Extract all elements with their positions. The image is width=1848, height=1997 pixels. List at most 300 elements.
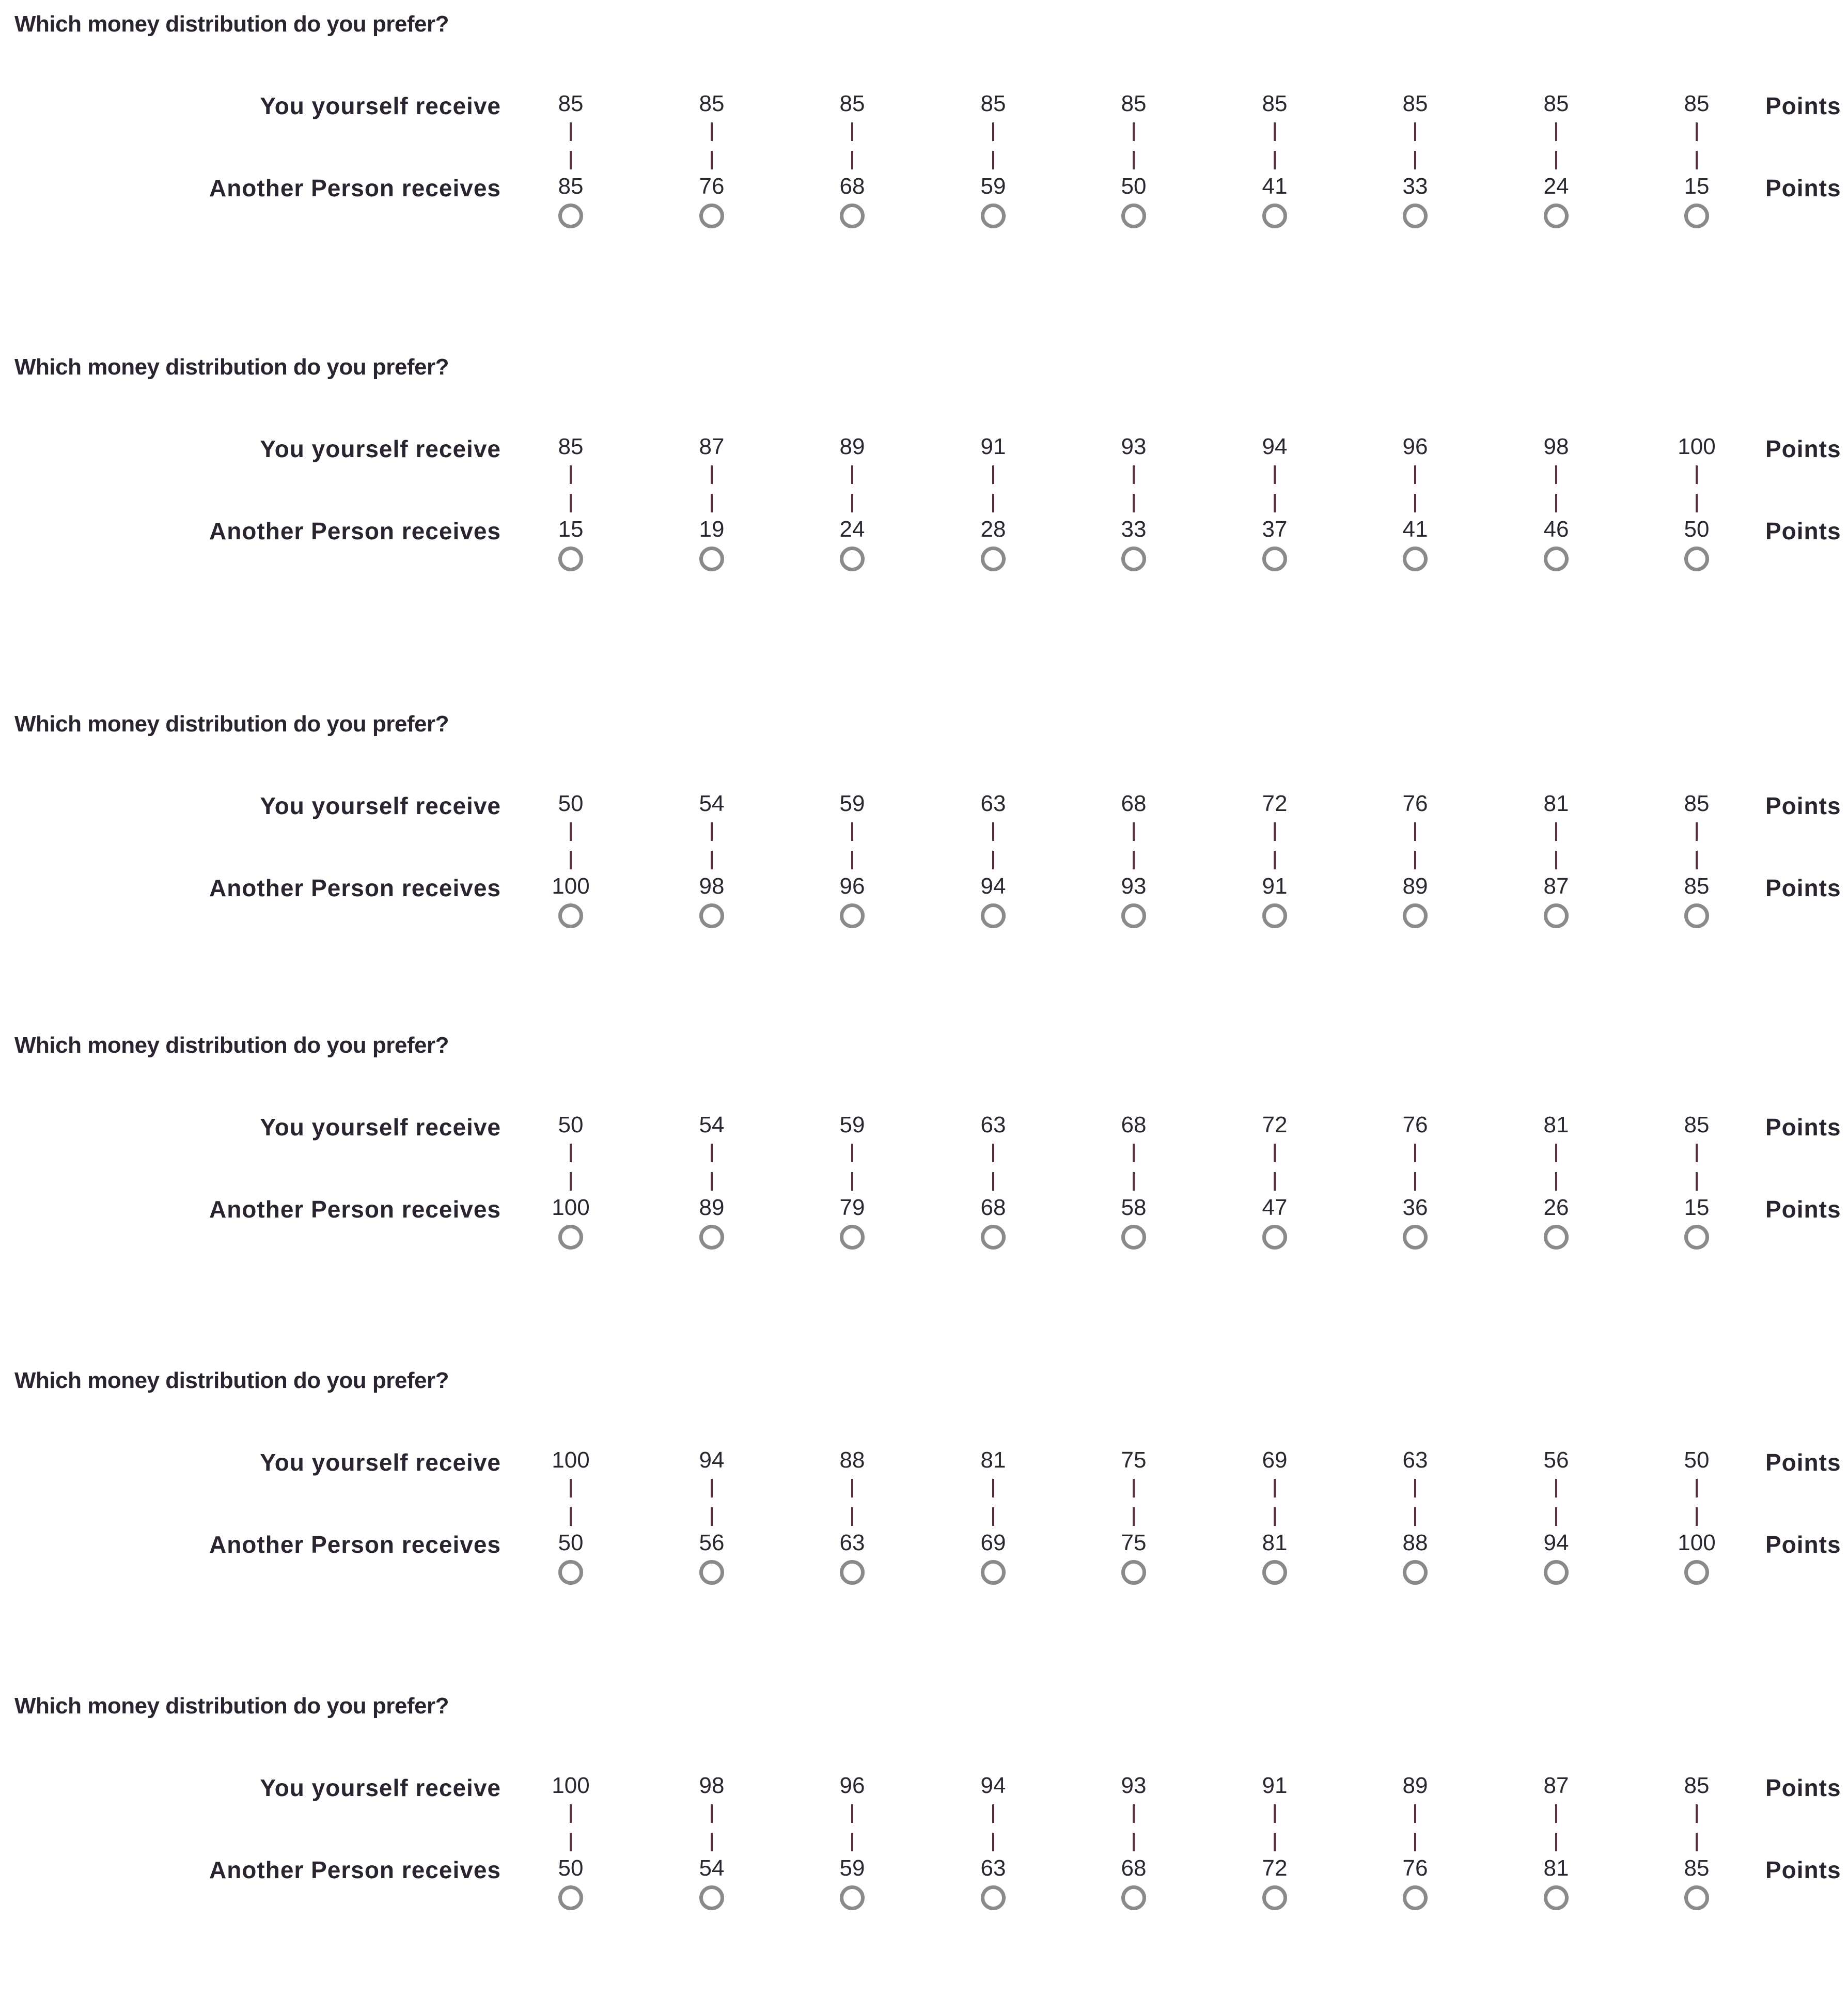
other-receives-label: Another Person receives	[209, 1856, 501, 1883]
option-radio-button[interactable]	[558, 1225, 583, 1250]
connector-tick	[1696, 1479, 1698, 1497]
other-points-value: 76	[1402, 1855, 1428, 1881]
option-column	[670, 1362, 753, 1579]
option-column	[1092, 1026, 1175, 1243]
option-radio-button[interactable]	[1684, 547, 1709, 571]
option-column	[811, 705, 894, 922]
other-points-value: 63	[839, 1530, 865, 1555]
connector-tick	[851, 1833, 853, 1851]
other-points-unit: Points	[1765, 518, 1841, 544]
connector-tick	[1274, 851, 1276, 869]
option-radio-button[interactable]	[1403, 1560, 1428, 1585]
option-radio-button[interactable]	[840, 204, 865, 228]
other-points-value: 15	[1684, 1195, 1710, 1220]
connector-tick	[1696, 1172, 1698, 1191]
you-points-value: 54	[699, 791, 725, 816]
connector-tick	[1414, 851, 1416, 869]
connector-tick	[1696, 851, 1698, 869]
option-radio-button[interactable]	[1544, 547, 1569, 571]
you-points-unit: Points	[1765, 435, 1841, 462]
connector-tick	[1414, 1833, 1416, 1851]
connector-tick	[711, 122, 713, 141]
connector-tick	[570, 1833, 572, 1851]
option-column	[811, 348, 894, 565]
other-points-value: 88	[1402, 1530, 1428, 1555]
connector-tick	[1555, 822, 1557, 841]
option-column	[1233, 1362, 1316, 1579]
connector-tick	[851, 465, 853, 484]
option-column	[952, 705, 1035, 922]
other-points-value: 28	[980, 517, 1006, 542]
other-points-value: 24	[1543, 174, 1569, 199]
option-column	[1233, 1687, 1316, 1904]
option-radio-button[interactable]	[1121, 1225, 1146, 1250]
question-block	[0, 705, 1848, 1015]
option-column	[952, 348, 1035, 565]
you-points-value: 76	[1402, 1112, 1428, 1137]
option-column	[1233, 1026, 1316, 1243]
option-column	[1374, 5, 1457, 222]
option-column	[1374, 1362, 1457, 1579]
other-points-value: 24	[839, 517, 865, 542]
other-points-value: 85	[558, 174, 584, 199]
other-points-value: 33	[1402, 174, 1428, 199]
option-column	[1374, 1026, 1457, 1243]
connector-tick	[851, 1172, 853, 1191]
connector-tick	[711, 822, 713, 841]
option-radio-button[interactable]	[1403, 903, 1428, 928]
other-points-value: 46	[1543, 517, 1569, 542]
option-radio-button[interactable]	[699, 903, 724, 928]
connector-tick	[1133, 1507, 1135, 1526]
other-points-unit: Points	[1765, 875, 1841, 901]
connector-tick	[711, 1507, 713, 1526]
connector-tick	[992, 1144, 994, 1162]
other-points-value: 68	[839, 174, 865, 199]
option-radio-button[interactable]	[840, 1560, 865, 1585]
connector-tick	[1133, 1833, 1135, 1851]
connector-tick	[1274, 822, 1276, 841]
option-radio-button[interactable]	[1544, 1560, 1569, 1585]
option-radio-button[interactable]	[1262, 547, 1287, 571]
option-radio-button[interactable]	[558, 903, 583, 928]
other-points-value: 85	[1684, 873, 1710, 899]
connector-tick	[570, 1144, 572, 1162]
connector-tick	[1414, 1144, 1416, 1162]
other-points-value: 89	[1402, 873, 1428, 899]
option-radio-button[interactable]	[699, 547, 724, 571]
connector-tick	[570, 1479, 572, 1497]
you-points-value: 85	[1684, 1112, 1710, 1137]
connector-tick	[1696, 465, 1698, 484]
connector-tick	[1555, 122, 1557, 141]
option-radio-button[interactable]	[699, 1225, 724, 1250]
other-points-value: 15	[1684, 174, 1710, 199]
other-points-unit: Points	[1765, 1856, 1841, 1883]
connector-tick	[711, 1172, 713, 1191]
connector-tick	[1414, 122, 1416, 141]
other-points-value: 50	[558, 1855, 584, 1881]
other-points-value: 81	[1543, 1855, 1569, 1881]
connector-tick	[1133, 151, 1135, 169]
question-title: Which money distribution do you prefer?	[14, 1033, 449, 1058]
you-points-unit: Points	[1765, 1774, 1841, 1801]
option-column	[1515, 1026, 1598, 1243]
connector-tick	[1555, 851, 1557, 869]
connector-tick	[1274, 1479, 1276, 1497]
you-points-value: 85	[1684, 91, 1710, 116]
connector-tick	[1414, 1172, 1416, 1191]
other-points-unit: Points	[1765, 175, 1841, 201]
option-column	[811, 1362, 894, 1579]
you-points-value: 94	[699, 1447, 725, 1473]
option-column	[1655, 1362, 1738, 1579]
option-column	[1092, 5, 1175, 222]
connector-tick	[1696, 1804, 1698, 1823]
you-points-value: 76	[1402, 791, 1428, 816]
option-column	[1515, 5, 1598, 222]
option-radio-button[interactable]	[1403, 1225, 1428, 1250]
you-points-value: 85	[1402, 91, 1428, 116]
you-points-value: 88	[839, 1447, 865, 1473]
connector-tick	[1696, 1833, 1698, 1851]
you-points-unit: Points	[1765, 92, 1841, 119]
question-title: Which money distribution do you prefer?	[14, 1693, 449, 1719]
option-radio-button[interactable]	[558, 1885, 583, 1910]
connector-tick	[570, 151, 572, 169]
option-column	[952, 1687, 1035, 1904]
other-points-value: 89	[699, 1195, 725, 1220]
other-points-value: 94	[980, 873, 1006, 899]
other-points-value: 41	[1262, 174, 1288, 199]
option-column	[952, 5, 1035, 222]
option-column	[811, 1026, 894, 1243]
connector-tick	[992, 1833, 994, 1851]
option-radio-button[interactable]	[699, 204, 724, 228]
option-radio-button[interactable]	[840, 1885, 865, 1910]
connector-tick	[570, 822, 572, 841]
connector-tick	[851, 1507, 853, 1526]
other-points-value: 87	[1543, 873, 1569, 899]
option-column	[1655, 1687, 1738, 1904]
connector-tick	[1133, 851, 1135, 869]
you-points-value: 85	[1262, 91, 1288, 116]
you-points-value: 85	[1684, 791, 1710, 816]
option-radio-button[interactable]	[1121, 903, 1146, 928]
option-column	[1515, 705, 1598, 922]
option-radio-button[interactable]	[1121, 1560, 1146, 1585]
option-radio-button[interactable]	[1544, 903, 1569, 928]
connector-tick	[570, 494, 572, 512]
option-radio-button[interactable]	[1684, 903, 1709, 928]
connector-tick	[851, 1144, 853, 1162]
you-points-value: 81	[980, 1447, 1006, 1473]
connector-tick	[1555, 1172, 1557, 1191]
other-points-value: 50	[558, 1530, 584, 1555]
connector-tick	[711, 851, 713, 869]
you-points-value: 69	[1262, 1447, 1288, 1473]
connector-tick	[1555, 151, 1557, 169]
option-column	[1233, 5, 1316, 222]
connector-tick	[1555, 494, 1557, 512]
you-points-value: 87	[1543, 1773, 1569, 1798]
you-points-value: 68	[1121, 1112, 1147, 1137]
you-points-value: 85	[699, 91, 725, 116]
option-column	[1655, 705, 1738, 922]
you-points-value: 59	[839, 791, 865, 816]
option-column	[1655, 5, 1738, 222]
option-radio-button[interactable]	[558, 204, 583, 228]
option-radio-button[interactable]	[1403, 547, 1428, 571]
other-points-value: 54	[699, 1855, 725, 1881]
option-radio-button[interactable]	[558, 547, 583, 571]
option-radio-button[interactable]	[1544, 204, 1569, 228]
you-receive-label: You yourself receive	[260, 435, 501, 462]
option-radio-button[interactable]	[1262, 1885, 1287, 1910]
connector-tick	[1133, 1804, 1135, 1823]
other-points-value: 79	[839, 1195, 865, 1220]
connector-tick	[1133, 1172, 1135, 1191]
option-radio-button[interactable]	[981, 547, 1006, 571]
option-radio-button[interactable]	[981, 1225, 1006, 1250]
other-points-value: 56	[699, 1530, 725, 1555]
connector-tick	[711, 1833, 713, 1851]
connector-tick	[992, 494, 994, 512]
option-column	[1092, 348, 1175, 565]
you-points-value: 56	[1543, 1447, 1569, 1473]
connector-tick	[1274, 1144, 1276, 1162]
you-points-value: 72	[1262, 1112, 1288, 1137]
option-radio-button[interactable]	[1121, 204, 1146, 228]
other-receives-label: Another Person receives	[209, 875, 501, 901]
option-radio-button[interactable]	[1544, 1885, 1569, 1910]
connector-tick	[1414, 494, 1416, 512]
connector-tick	[1274, 1172, 1276, 1191]
option-radio-button[interactable]	[981, 204, 1006, 228]
option-radio-button[interactable]	[1544, 1225, 1569, 1250]
option-column	[1233, 705, 1316, 922]
connector-tick	[1696, 494, 1698, 512]
connector-tick	[1414, 151, 1416, 169]
other-points-value: 69	[980, 1530, 1006, 1555]
you-receive-label: You yourself receive	[260, 1774, 501, 1801]
you-points-value: 81	[1543, 791, 1569, 816]
other-points-value: 100	[552, 1195, 590, 1220]
connector-tick	[1133, 465, 1135, 484]
you-points-value: 96	[839, 1773, 865, 1798]
other-points-value: 50	[1684, 517, 1710, 542]
you-points-value: 68	[1121, 791, 1147, 816]
other-points-value: 85	[1684, 1855, 1710, 1881]
option-radio-button[interactable]	[1403, 1885, 1428, 1910]
you-points-value: 100	[552, 1447, 590, 1473]
connector-tick	[1274, 494, 1276, 512]
you-receive-label: You yourself receive	[260, 92, 501, 119]
you-points-value: 89	[839, 434, 865, 459]
question-block	[0, 1362, 1848, 1672]
connector-tick	[1274, 465, 1276, 484]
option-column	[670, 1687, 753, 1904]
option-radio-button[interactable]	[1121, 547, 1146, 571]
other-points-value: 68	[980, 1195, 1006, 1220]
connector-tick	[851, 122, 853, 141]
option-column	[670, 705, 753, 922]
connector-tick	[851, 151, 853, 169]
option-radio-button[interactable]	[1262, 204, 1287, 228]
other-points-value: 100	[1678, 1530, 1716, 1555]
option-radio-button[interactable]	[1121, 1885, 1146, 1910]
option-radio-button[interactable]	[1262, 1560, 1287, 1585]
you-points-value: 72	[1262, 791, 1288, 816]
connector-tick	[1414, 1507, 1416, 1526]
connector-tick	[570, 122, 572, 141]
connector-tick	[711, 494, 713, 512]
option-radio-button[interactable]	[1262, 903, 1287, 928]
connector-tick	[1696, 1507, 1698, 1526]
you-points-value: 91	[980, 434, 1006, 459]
you-points-value: 94	[980, 1773, 1006, 1798]
option-radio-button[interactable]	[840, 1225, 865, 1250]
connector-tick	[992, 151, 994, 169]
option-column	[1515, 348, 1598, 565]
other-points-value: 59	[839, 1855, 865, 1881]
you-points-value: 54	[699, 1112, 725, 1137]
connector-tick	[992, 822, 994, 841]
connector-tick	[851, 1479, 853, 1497]
option-radio-button[interactable]	[1684, 204, 1709, 228]
you-points-value: 50	[558, 1112, 584, 1137]
option-column	[1374, 348, 1457, 565]
you-points-value: 93	[1121, 1773, 1147, 1798]
option-radio-button[interactable]	[840, 903, 865, 928]
you-points-value: 100	[552, 1773, 590, 1798]
you-points-value: 81	[1543, 1112, 1569, 1137]
you-points-value: 91	[1262, 1773, 1288, 1798]
other-points-value: 47	[1262, 1195, 1288, 1220]
other-points-value: 93	[1121, 873, 1147, 899]
other-points-value: 63	[980, 1855, 1006, 1881]
you-points-value: 63	[980, 791, 1006, 816]
other-points-value: 75	[1121, 1530, 1147, 1555]
option-column	[529, 1687, 612, 1904]
connector-tick	[1555, 1507, 1557, 1526]
other-points-value: 33	[1121, 517, 1147, 542]
option-column	[1655, 348, 1738, 565]
other-points-value: 72	[1262, 1855, 1288, 1881]
connector-tick	[1696, 151, 1698, 169]
connector-tick	[992, 1172, 994, 1191]
connector-tick	[992, 465, 994, 484]
connector-tick	[992, 851, 994, 869]
connector-tick	[992, 122, 994, 141]
connector-tick	[1133, 122, 1135, 141]
option-column	[1092, 705, 1175, 922]
option-column	[529, 1362, 612, 1579]
option-radio-button[interactable]	[840, 547, 865, 571]
option-radio-button[interactable]	[1262, 1225, 1287, 1250]
other-points-value: 41	[1402, 517, 1428, 542]
connector-tick	[711, 1804, 713, 1823]
connector-tick	[992, 1479, 994, 1497]
other-points-value: 81	[1262, 1530, 1288, 1555]
option-radio-button[interactable]	[1403, 204, 1428, 228]
question-block	[0, 348, 1848, 658]
connector-tick	[851, 851, 853, 869]
connector-tick	[1555, 465, 1557, 484]
option-column	[952, 1362, 1035, 1579]
option-column	[1515, 1362, 1598, 1579]
option-radio-button[interactable]	[1684, 1225, 1709, 1250]
you-points-value: 75	[1121, 1447, 1147, 1473]
connector-tick	[1414, 1479, 1416, 1497]
question-title: Which money distribution do you prefer?	[14, 1368, 449, 1393]
connector-tick	[1274, 122, 1276, 141]
connector-tick	[711, 151, 713, 169]
option-radio-button[interactable]	[699, 1560, 724, 1585]
option-radio-button[interactable]	[1684, 1560, 1709, 1585]
connector-tick	[992, 1804, 994, 1823]
option-column	[1374, 705, 1457, 922]
connector-tick	[1555, 1144, 1557, 1162]
connector-tick	[570, 465, 572, 484]
option-column	[952, 1026, 1035, 1243]
connector-tick	[570, 1507, 572, 1526]
you-points-value: 85	[558, 434, 584, 459]
connector-tick	[1274, 151, 1276, 169]
option-radio-button[interactable]	[981, 1885, 1006, 1910]
option-column	[1515, 1687, 1598, 1904]
question-block	[0, 1687, 1848, 1997]
you-points-value: 98	[1543, 434, 1569, 459]
other-receives-label: Another Person receives	[209, 518, 501, 544]
question-title: Which money distribution do you prefer?	[14, 354, 449, 380]
option-column	[811, 1687, 894, 1904]
connector-tick	[711, 1479, 713, 1497]
option-radio-button[interactable]	[981, 1560, 1006, 1585]
option-radio-button[interactable]	[558, 1560, 583, 1585]
other-points-unit: Points	[1765, 1531, 1841, 1558]
you-points-value: 59	[839, 1112, 865, 1137]
other-points-value: 59	[980, 174, 1006, 199]
question-block	[0, 1026, 1848, 1336]
other-points-value: 36	[1402, 1195, 1428, 1220]
option-column	[670, 348, 753, 565]
you-points-value: 85	[980, 91, 1006, 116]
other-points-value: 76	[699, 174, 725, 199]
other-points-value: 19	[699, 517, 725, 542]
you-points-value: 85	[1684, 1773, 1710, 1798]
you-points-value: 63	[1402, 1447, 1428, 1473]
connector-tick	[1555, 1804, 1557, 1823]
option-radio-button[interactable]	[1684, 1885, 1709, 1910]
question-title: Which money distribution do you prefer?	[14, 11, 449, 37]
you-points-value: 87	[699, 434, 725, 459]
option-radio-button[interactable]	[699, 1885, 724, 1910]
other-points-value: 26	[1543, 1195, 1569, 1220]
option-radio-button[interactable]	[981, 903, 1006, 928]
connector-tick	[570, 1804, 572, 1823]
option-column	[1092, 1687, 1175, 1904]
option-column	[811, 5, 894, 222]
option-column	[670, 1026, 753, 1243]
other-points-value: 98	[699, 873, 725, 899]
option-column	[1655, 1026, 1738, 1243]
option-column	[529, 5, 612, 222]
option-column	[1092, 1362, 1175, 1579]
you-points-value: 98	[699, 1773, 725, 1798]
option-column	[670, 5, 753, 222]
you-points-value: 100	[1678, 434, 1716, 459]
